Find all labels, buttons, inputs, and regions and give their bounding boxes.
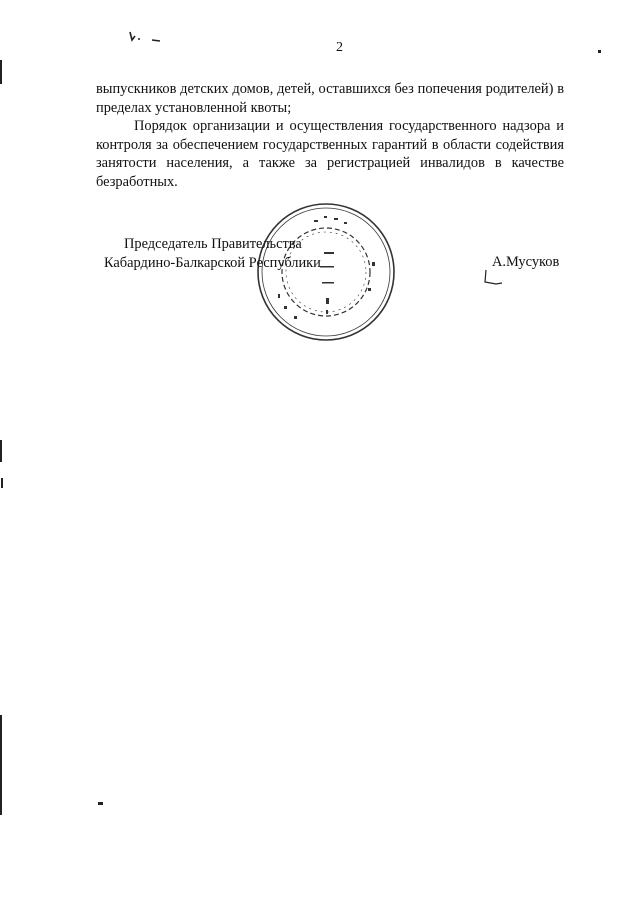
document-body — [96, 80, 564, 191]
signatory-position-line-1: Председатель Правительства — [124, 236, 302, 252]
official-round-seal-icon — [254, 202, 398, 342]
signatory-name: А.Мусуков — [492, 254, 560, 270]
signatory-position-line-2: Кабардино-Балкарской Республики — [104, 254, 321, 271]
scan-edge-mark-left-1 — [0, 60, 2, 84]
scan-dot-bottom — [98, 802, 103, 805]
page-number: 2 — [336, 40, 343, 55]
signatory-position — [104, 235, 344, 272]
scan-edge-mark-left-2 — [0, 440, 2, 462]
scan-edge-mark-left-4 — [0, 715, 2, 815]
body-paragraph-2: Порядок организации и осуществления государственного надзора и контроля за обеспечением государственных гарантий в области содействия занятости населения, а также за регистрацией инвалидов в качестве безработных. — [96, 118, 564, 190]
scan-edge-mark-left-3 — [1, 478, 3, 488]
handwritten-signature-icon — [482, 268, 506, 290]
body-paragraph-1: выпускников детских домов, детей, оставшихся без попечения родителей) в пределах установленной квоты; — [96, 81, 564, 116]
